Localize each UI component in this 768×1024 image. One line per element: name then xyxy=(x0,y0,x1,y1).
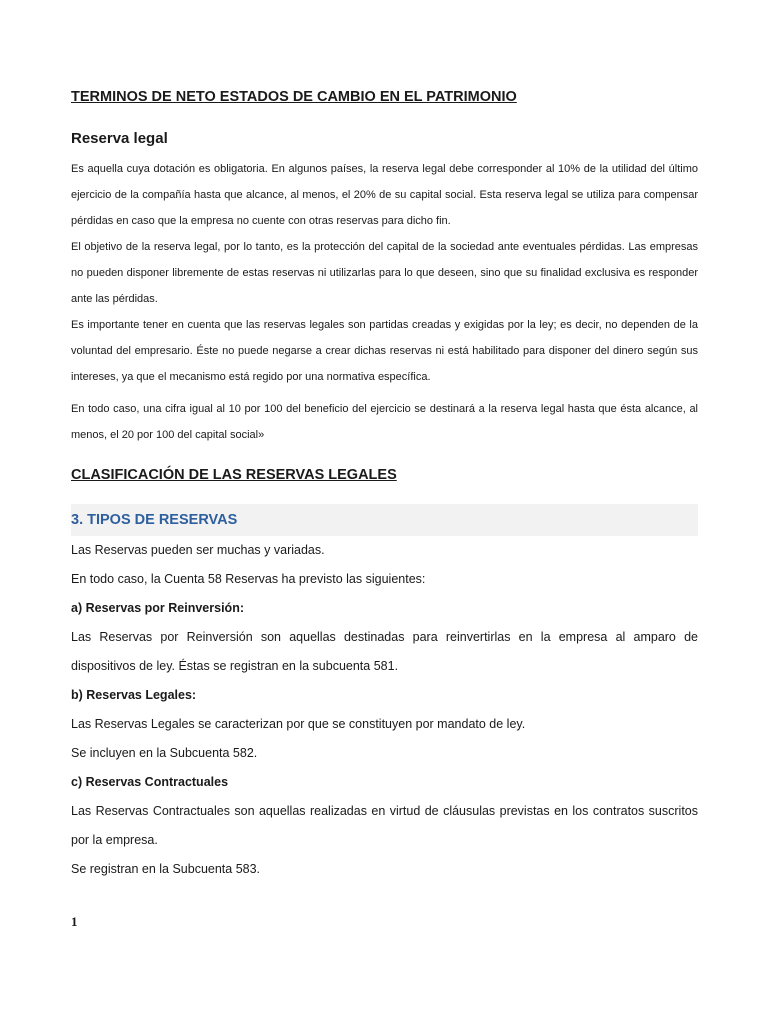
subheading-reservas-contractuales: c) Reservas Contractuales xyxy=(71,775,229,789)
section-heading-tipos-de-reservas: 3. TIPOS DE RESERVAS xyxy=(71,512,238,528)
document-title: TERMINOS DE NETO ESTADOS DE CAMBIO EN EL PATRIMONIO xyxy=(71,89,517,105)
paragraph: Las Reservas pueden ser muchas y variadas. xyxy=(71,543,325,557)
page-number: 1 xyxy=(71,914,78,929)
section-heading-reserva-legal: Reserva legal xyxy=(71,130,168,147)
paragraph: Las Reservas Contractuales son aquellas realizadas en virtud de cláusulas previstas en los contratos suscritos por la empresa. xyxy=(71,804,698,847)
paragraph: Se registran en la Subcuenta 583. xyxy=(71,862,261,876)
section-heading-clasificacion: CLASIFICACIÓN DE LAS RESERVAS LEGALES xyxy=(71,467,397,483)
paragraph: El objetivo de la reserva legal, por lo tanto, es la protección del capital de la sociedad ante eventuales pérdidas. Las empresas no pueden disponer libremente de estas reservas ni utilizarlas para lo que deseen, sino que su finalidad exclusiva es responder ante las pérdidas. xyxy=(71,241,698,305)
subheading-reservas-reinversion: a) Reservas por Reinversión: xyxy=(71,601,244,615)
section-heading-band xyxy=(71,504,698,536)
document-content xyxy=(71,86,698,884)
paragraph: En todo caso, la Cuenta 58 Reservas ha previsto las siguientes: xyxy=(71,572,426,586)
paragraph: Es aquella cuya dotación es obligatoria. En algunos países, la reserva legal debe corresponder al 10% de la utilidad del último ejercicio de la compañía hasta que alcance, al menos, el 20% de su capital social. Esta reserva legal se utiliza para compensar pérdidas en caso que la empresa no cuente con otras reservas para dicho fin. xyxy=(71,163,698,227)
paragraph: Se incluyen en la Subcuenta 582. xyxy=(71,746,258,760)
subheading-reservas-legales: b) Reservas Legales: xyxy=(71,688,197,702)
paragraph: Es importante tener en cuenta que las reservas legales son partidas creadas y exigidas por la ley; es decir, no dependen de la voluntad del empresario. Éste no puede negarse a crear dichas reservas ni está habilitado para disponer del dinero según sus intereses, ya que el mecanismo está regido por una normativa específica. xyxy=(71,319,698,383)
paragraph: Las Reservas por Reinversión son aquellas destinadas para reinvertirlas en la empresa al amparo de dispositivos de ley. Éstas se registran en la subcuenta 581. xyxy=(71,630,698,673)
paragraph: En todo caso, una cifra igual al 10 por 100 del beneficio del ejercicio se destinará a la reserva legal hasta que ésta alcance, al menos, el 20 por 100 del capital social» xyxy=(71,403,698,441)
paragraph: Las Reservas Legales se caracterizan por que se constituyen por mandato de ley. xyxy=(71,717,526,731)
